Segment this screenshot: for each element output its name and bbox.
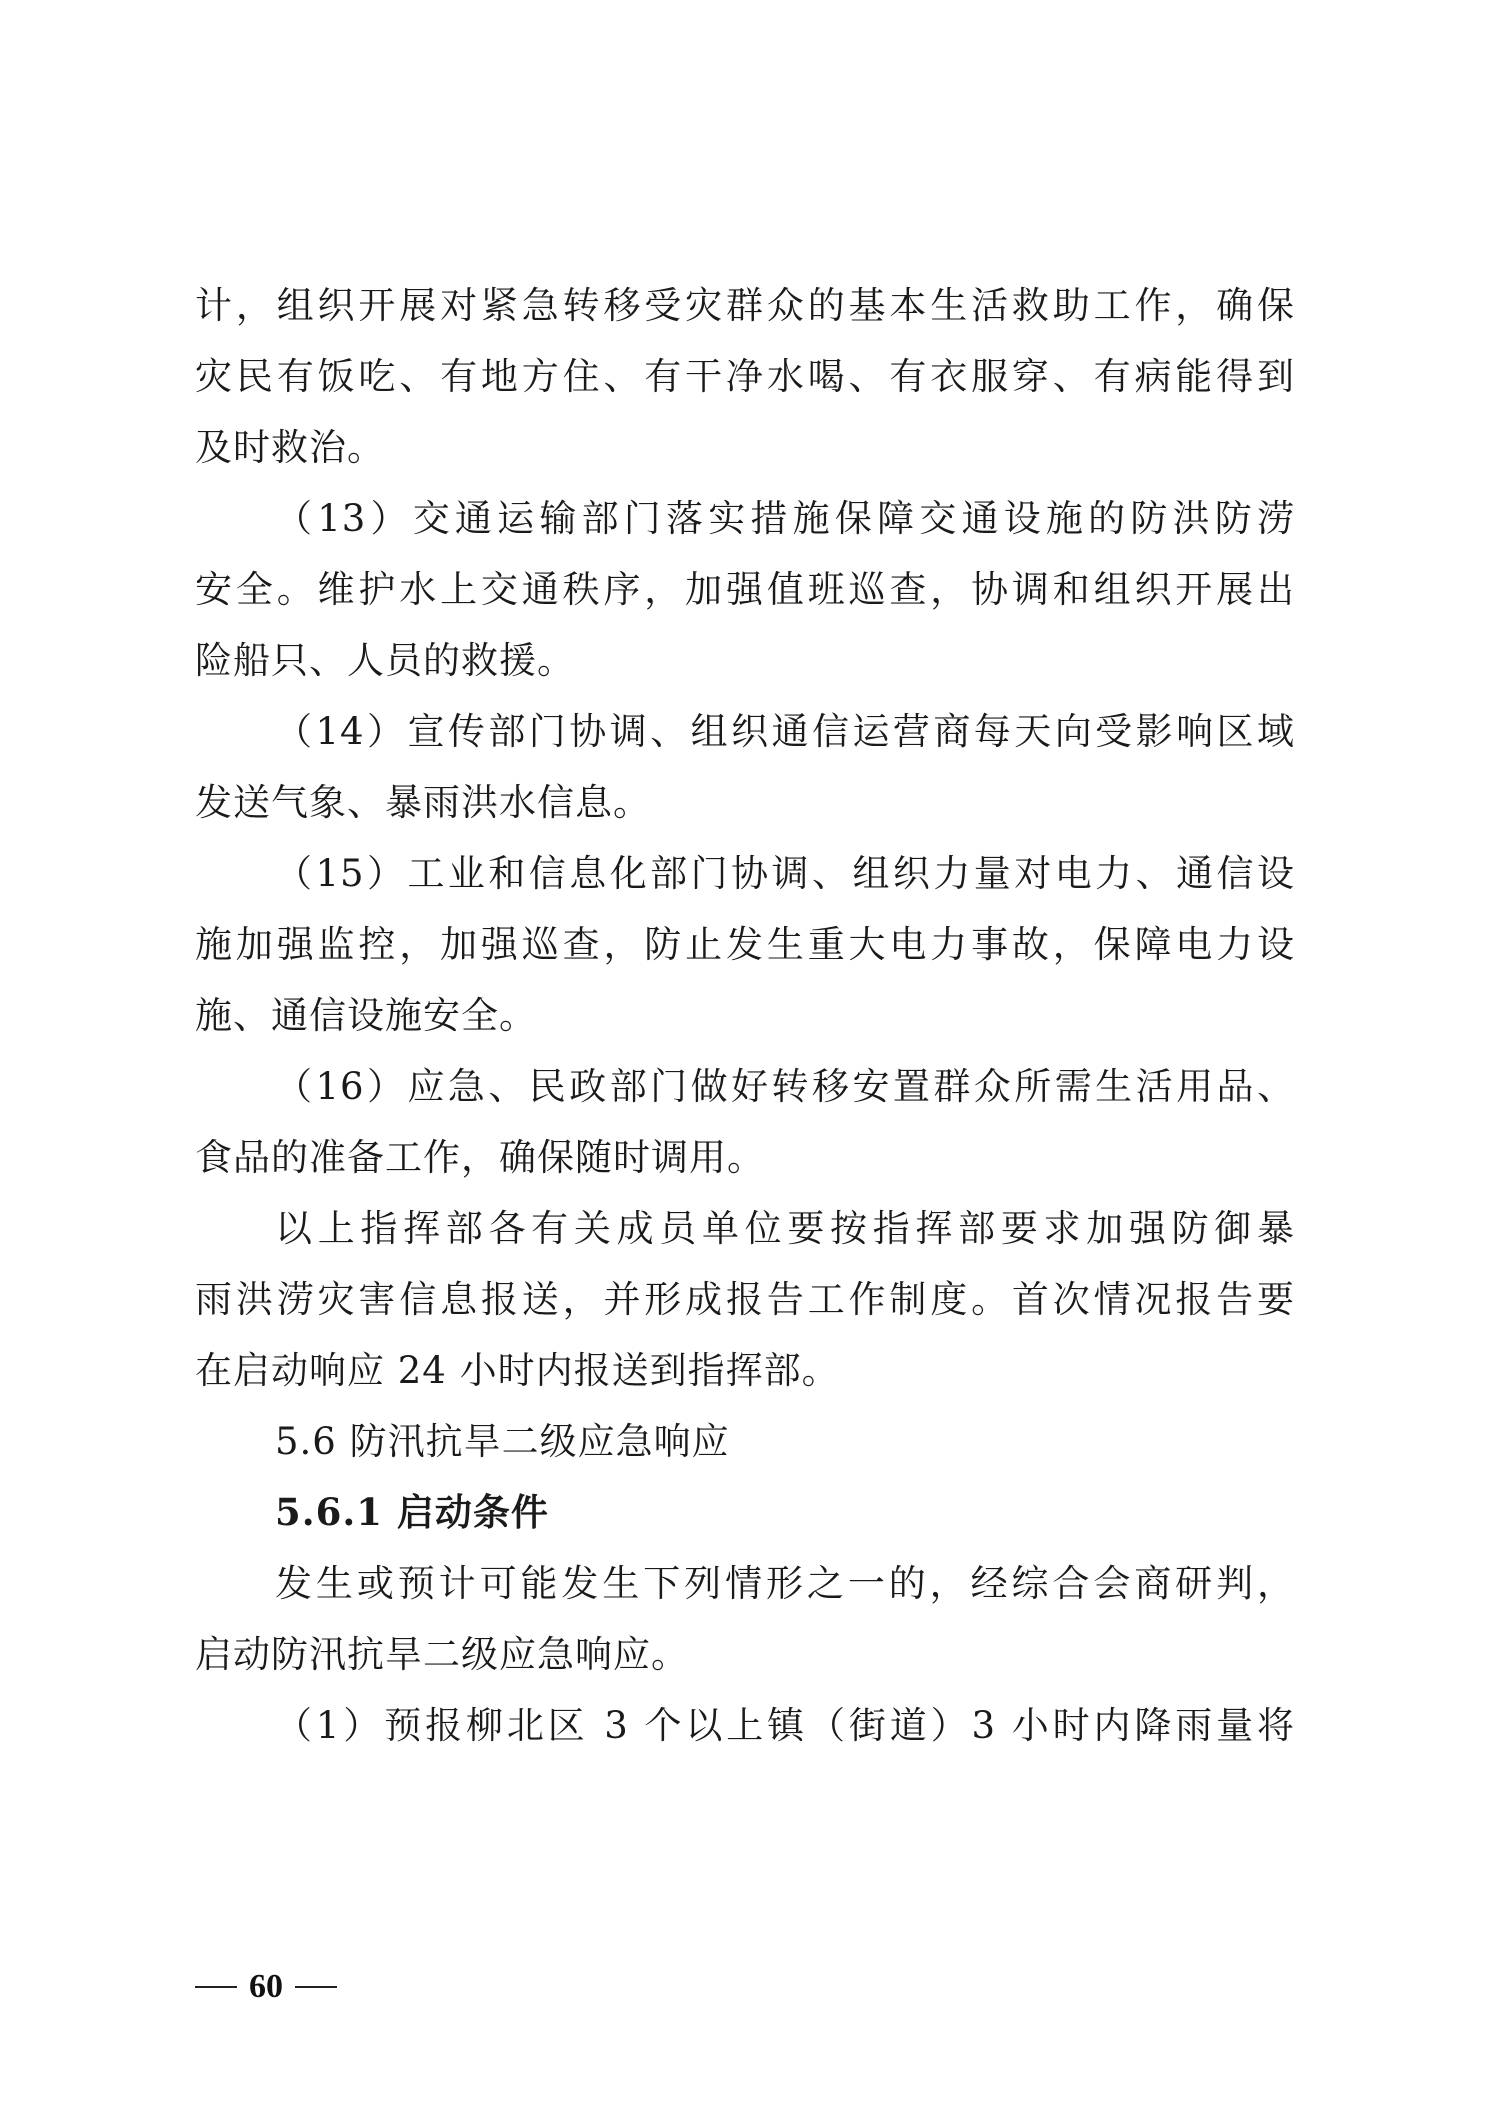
text-line: 安全。维护水上交通秩序，加强值班巡查，协调和组织开展出	[195, 568, 1295, 611]
page-number-footer	[195, 1968, 337, 2006]
text-line: 发送气象、暴雨洪水信息。	[195, 781, 651, 824]
section-heading-5-6-1: 5.6.1 启动条件	[275, 1490, 549, 1534]
text-line: 险船只、人员的救援。	[195, 639, 575, 682]
paragraph-16-line: （16）应急、民政部门做好转移安置群众所需生活用品、	[275, 1065, 1295, 1108]
text-line: 及时救治。	[195, 426, 385, 469]
text-line: 施、通信设施安全。	[195, 994, 537, 1037]
condition-1-line: （1）预报柳北区 3 个以上镇（街道）3 小时内降雨量将	[275, 1704, 1295, 1747]
text-line: 灾民有饭吃、有地方住、有干净水喝、有衣服穿、有病能得到	[195, 355, 1295, 398]
text-line: 在启动响应 24 小时内报送到指挥部。	[195, 1349, 840, 1392]
paragraph-13-line: （13）交通运输部门落实措施保障交通设施的防洪防涝	[275, 497, 1295, 540]
text-line: 食品的准备工作，确保随时调用。	[195, 1136, 765, 1179]
text-line: 施加强监控，加强巡查，防止发生重大电力事故，保障电力设	[195, 923, 1295, 966]
conditions-paragraph-line: 发生或预计可能发生下列情形之一的，经综合会商研判，	[275, 1562, 1295, 1605]
dash-left	[195, 1986, 237, 1988]
dash-right	[295, 1986, 337, 1988]
section-heading-5-6: 5.6 防汛抗旱二级应急响应	[275, 1420, 730, 1463]
text-line: 启动防汛抗旱二级应急响应。	[195, 1633, 689, 1676]
page-number: 60	[249, 1968, 283, 2005]
paragraph-14-line: （14）宣传部门协调、组织通信运营商每天向受影响区域	[275, 710, 1295, 753]
summary-paragraph-line: 以上指挥部各有关成员单位要按指挥部要求加强防御暴	[275, 1207, 1295, 1250]
text-line: 计，组织开展对紧急转移受灾群众的基本生活救助工作，确保	[195, 284, 1295, 327]
text-line: 雨洪涝灾害信息报送，并形成报告工作制度。首次情况报告要	[195, 1278, 1295, 1321]
document-body	[195, 270, 1295, 1761]
paragraph-15-line: （15）工业和信息化部门协调、组织力量对电力、通信设	[275, 852, 1295, 895]
